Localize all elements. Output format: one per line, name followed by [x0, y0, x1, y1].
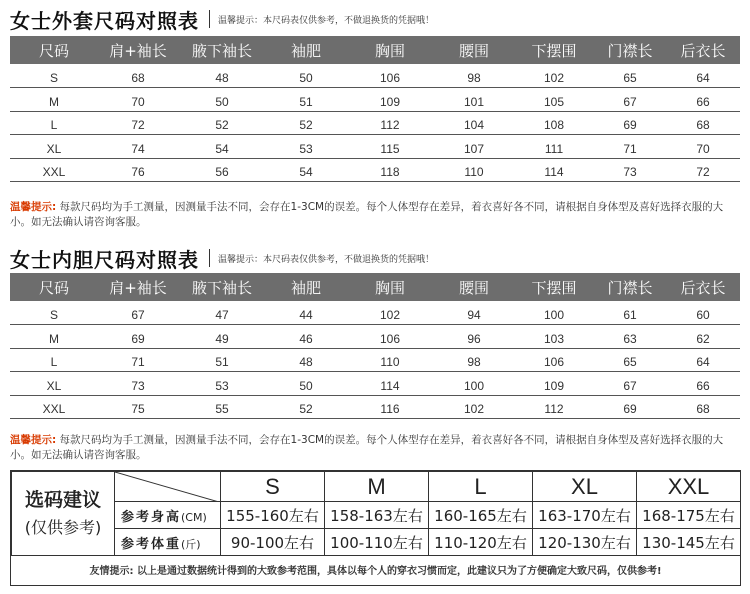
- table-row: [10, 158, 740, 182]
- cell: 69: [594, 395, 666, 419]
- cell: 55: [178, 395, 266, 419]
- header-underarm-sleeve: 腋下袖长: [178, 36, 266, 64]
- tips-label: 温馨提示:: [10, 201, 57, 213]
- cell: 112: [514, 395, 594, 419]
- cell: XXL: [10, 158, 98, 182]
- cell: 63: [594, 325, 666, 349]
- title-divider: [209, 10, 210, 28]
- cell: 68: [98, 64, 178, 88]
- table-row: [10, 64, 740, 88]
- weight-value: 110-120左右: [429, 529, 533, 556]
- cell: XL: [10, 135, 98, 159]
- cell: 65: [594, 348, 666, 372]
- cell: 51: [266, 88, 346, 112]
- cell: 102: [434, 395, 514, 419]
- cell: L: [10, 111, 98, 135]
- header-placket: 门襟长: [594, 273, 666, 301]
- table-row: [10, 111, 740, 135]
- cell: 75: [98, 395, 178, 419]
- header-size: 尺码: [10, 273, 98, 301]
- header-chest: 胸围: [346, 273, 434, 301]
- cell: 54: [178, 135, 266, 159]
- size-header: XL: [533, 472, 637, 502]
- header-back-length: 后衣长: [666, 273, 740, 301]
- cell: 98: [434, 64, 514, 88]
- cell: XXL: [10, 395, 98, 419]
- outer-tips: [10, 200, 740, 230]
- cell: 66: [666, 88, 740, 112]
- table-row: [10, 325, 740, 349]
- cell: 71: [98, 348, 178, 372]
- cell: 61: [594, 301, 666, 325]
- cell: 73: [98, 372, 178, 396]
- cell: 109: [514, 372, 594, 396]
- header-sleeve-width: 袖肥: [266, 36, 346, 64]
- cell: 49: [178, 325, 266, 349]
- cell: 64: [666, 64, 740, 88]
- size-recommendation-box: [10, 470, 741, 586]
- height-value: 158-163左右: [325, 502, 429, 529]
- cell: L: [10, 348, 98, 372]
- title-divider: [209, 249, 210, 267]
- outer-size-table: [10, 36, 740, 182]
- footnote-label: 友情提示:: [89, 566, 134, 577]
- header-hem: 下摆围: [514, 36, 594, 64]
- inner-title: 女士内胆尺码对照表: [10, 247, 199, 272]
- cell: 74: [98, 135, 178, 159]
- cell: 54: [266, 158, 346, 182]
- cell: 104: [434, 111, 514, 135]
- cell: 106: [346, 325, 434, 349]
- cell: 67: [98, 301, 178, 325]
- cell: 48: [266, 348, 346, 372]
- table-row: [10, 348, 740, 372]
- cell: 48: [178, 64, 266, 88]
- cell: 53: [178, 372, 266, 396]
- tips-label: 温馨提示:: [10, 434, 57, 446]
- cell: 114: [514, 158, 594, 182]
- cell: M: [10, 88, 98, 112]
- cell: 118: [346, 158, 434, 182]
- cell: 52: [178, 111, 266, 135]
- cell: 47: [178, 301, 266, 325]
- cell: 76: [98, 158, 178, 182]
- cell: 108: [514, 111, 594, 135]
- cell: 72: [666, 158, 740, 182]
- diagonal-header-cell: [115, 472, 221, 502]
- cell: 105: [514, 88, 594, 112]
- weight-value: 120-130左右: [533, 529, 637, 556]
- cell: 52: [266, 111, 346, 135]
- header-back-length: 后衣长: [666, 36, 740, 64]
- cell: 62: [666, 325, 740, 349]
- cell: 73: [594, 158, 666, 182]
- cell: 102: [346, 301, 434, 325]
- cell: 110: [346, 348, 434, 372]
- height-label: 参考身高: [121, 509, 182, 525]
- cell: S: [10, 64, 98, 88]
- cell: 60: [666, 301, 740, 325]
- size-header: L: [429, 472, 533, 502]
- outer-title-row: [10, 4, 434, 34]
- cell: 112: [346, 111, 434, 135]
- header-hem: 下摆围: [514, 273, 594, 301]
- footnote-text: 以上是通过数据统计得到的大致参考范围，具体以每个人的穿衣习惯而定，此建议只为了方便确定大致尺码，仅供参考!: [136, 566, 662, 577]
- header-chest: 胸围: [346, 36, 434, 64]
- cell: 116: [346, 395, 434, 419]
- cell: 101: [434, 88, 514, 112]
- header-placket: 门襟长: [594, 36, 666, 64]
- cell: S: [10, 301, 98, 325]
- inner-size-table: [10, 273, 740, 419]
- cell: 71: [594, 135, 666, 159]
- cell: 106: [346, 64, 434, 88]
- table-row: [10, 301, 740, 325]
- footnote: [11, 562, 740, 577]
- weight-value: 100-110左右: [325, 529, 429, 556]
- cell: 94: [434, 301, 514, 325]
- recommendation-subtitle: (仅供参考): [24, 517, 102, 537]
- inner-tips: [10, 433, 740, 463]
- header-underarm-sleeve: 腋下袖长: [178, 273, 266, 301]
- cell: 68: [666, 395, 740, 419]
- cell: 107: [434, 135, 514, 159]
- header-waist: 腰围: [434, 36, 514, 64]
- header-size: 尺码: [10, 36, 98, 64]
- table-row: [10, 395, 740, 419]
- cell: 96: [434, 325, 514, 349]
- tips-text: 每款尺码均为手工测量，因测量手法不同，会存在1-3CM的误差。每个人体型存在差异，着衣喜好各不同，请根据自身体型及喜好选择衣服的大小。如无法确认请咨询客服。: [10, 201, 724, 228]
- outer-title: 女士外套尺码对照表: [10, 8, 199, 33]
- cell: 70: [666, 135, 740, 159]
- cell: 66: [666, 372, 740, 396]
- cell: 67: [594, 372, 666, 396]
- weight-value: 90-100左右: [221, 529, 325, 556]
- weight-value: 130-145左右: [637, 529, 741, 556]
- cell: 111: [514, 135, 594, 159]
- table-header-row: [10, 36, 740, 64]
- cell: 52: [266, 395, 346, 419]
- cell: XL: [10, 372, 98, 396]
- height-unit: (CM): [181, 510, 207, 524]
- cell: 46: [266, 325, 346, 349]
- cell: 67: [594, 88, 666, 112]
- cell: 102: [514, 64, 594, 88]
- cell: 100: [514, 301, 594, 325]
- cell: 110: [434, 158, 514, 182]
- cell: 109: [346, 88, 434, 112]
- height-value: 163-170左右: [533, 502, 637, 529]
- size-header: XXL: [637, 472, 741, 502]
- table-header-row: [10, 273, 740, 301]
- cell: 50: [266, 372, 346, 396]
- inner-note: 温馨提示：本尺码表仅供参考，不做退换货的凭据哦！: [218, 254, 435, 265]
- recommendation-title-cell: [12, 472, 115, 556]
- cell: 106: [514, 348, 594, 372]
- diagonal-line: [115, 472, 219, 502]
- cell: 72: [98, 111, 178, 135]
- cell: 50: [178, 88, 266, 112]
- recommendation-title: 选码建议: [24, 488, 101, 511]
- cell: 44: [266, 301, 346, 325]
- tips-text: 每款尺码均为手工测量，因测量手法不同，会存在1-3CM的误差。每个人体型存在差异，着衣喜好各不同，请根据自身体型及喜好选择衣服的大小。如无法确认请咨询客服。: [10, 434, 724, 461]
- cell: 53: [266, 135, 346, 159]
- cell: 69: [594, 111, 666, 135]
- height-label-cell: [115, 502, 221, 529]
- header-shoulder-sleeve: 肩+袖长: [98, 273, 178, 301]
- inner-title-row: [10, 243, 434, 273]
- table-row: [10, 135, 740, 159]
- cell: 50: [266, 64, 346, 88]
- weight-label: 参考体重: [121, 536, 182, 552]
- cell: 70: [98, 88, 178, 112]
- cell: M: [10, 325, 98, 349]
- cell: 65: [594, 64, 666, 88]
- cell: 115: [346, 135, 434, 159]
- height-value: 155-160左右: [221, 502, 325, 529]
- weight-label-cell: [115, 529, 221, 556]
- table-row: [10, 372, 740, 396]
- height-value: 160-165左右: [429, 502, 533, 529]
- cell: 68: [666, 111, 740, 135]
- cell: 114: [346, 372, 434, 396]
- cell: 56: [178, 158, 266, 182]
- weight-unit: (斤): [181, 537, 201, 551]
- cell: 64: [666, 348, 740, 372]
- height-value: 168-175左右: [637, 502, 741, 529]
- cell: 103: [514, 325, 594, 349]
- size-recommendation-table: [11, 471, 741, 556]
- cell: 69: [98, 325, 178, 349]
- header-shoulder-sleeve: 肩+袖长: [98, 36, 178, 64]
- cell: 100: [434, 372, 514, 396]
- header-sleeve-width: 袖肥: [266, 273, 346, 301]
- cell: 51: [178, 348, 266, 372]
- outer-note: 温馨提示：本尺码表仅供参考，不做退换货的凭据哦！: [218, 15, 435, 26]
- table-row: [10, 88, 740, 112]
- header-waist: 腰围: [434, 273, 514, 301]
- cell: 98: [434, 348, 514, 372]
- size-header: M: [325, 472, 429, 502]
- size-header: S: [221, 472, 325, 502]
